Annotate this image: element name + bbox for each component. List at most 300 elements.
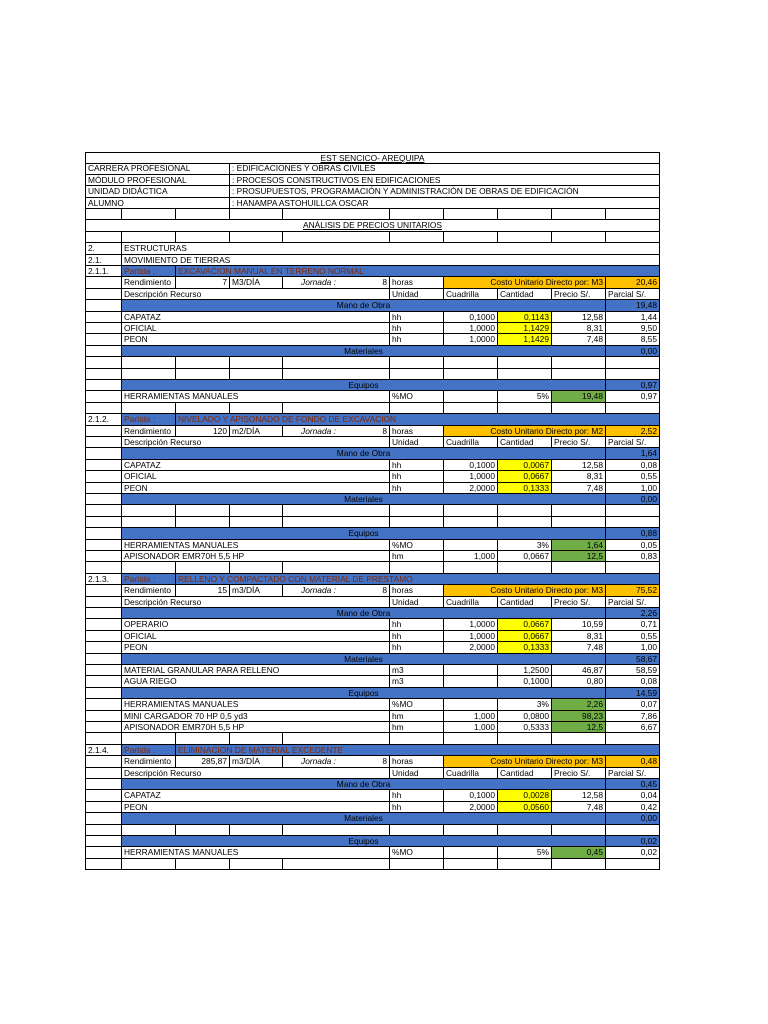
resource-quantity[interactable]: 0,1000 [498, 676, 552, 687]
partida-code[interactable]: 2.1.4. [85, 745, 122, 756]
cell[interactable] [444, 825, 498, 836]
equipos-total[interactable]: 0,02 [606, 836, 660, 847]
resource-unit[interactable]: hh [390, 460, 444, 471]
resource-price[interactable]: 8,31 [552, 471, 606, 482]
resource-quantity[interactable]: 0,0667 [498, 631, 552, 642]
jornada-unit[interactable]: horas [390, 756, 444, 767]
cell[interactable] [498, 733, 552, 744]
resource-price[interactable]: 1,64 [552, 540, 606, 551]
cell[interactable] [498, 403, 552, 414]
cell[interactable] [85, 676, 122, 687]
cell[interactable] [230, 403, 283, 414]
resource-unit[interactable]: m3 [390, 665, 444, 676]
resource-quantity[interactable]: 0,1333 [498, 483, 552, 494]
resource-unit[interactable]: hm [390, 711, 444, 722]
cell[interactable] [444, 859, 498, 870]
costo-label[interactable]: Costo Unitario Directo por: M3 [444, 585, 606, 596]
header-price[interactable]: Precio S/. [552, 597, 606, 608]
costo-value[interactable]: 0,48 [606, 756, 660, 767]
section-number[interactable]: 2.1. [85, 255, 122, 266]
partida-code[interactable]: 2.1.3. [85, 574, 122, 585]
cell[interactable] [122, 357, 176, 368]
resource-quantity[interactable]: 1,1429 [498, 323, 552, 334]
cell[interactable] [390, 859, 444, 870]
resource-crew[interactable]: 2,0000 [444, 642, 498, 653]
cell[interactable] [85, 642, 122, 653]
cell[interactable] [85, 517, 122, 528]
cell[interactable] [85, 380, 122, 391]
resource-partial[interactable]: 0,08 [606, 676, 660, 687]
info-label[interactable]: UNIDAD DIDÁCTICA [85, 186, 230, 197]
cell[interactable] [176, 517, 230, 528]
resource-quantity[interactable]: 1,2500 [498, 665, 552, 676]
resource-crew[interactable] [444, 665, 498, 676]
cell[interactable] [176, 232, 230, 243]
mano-obra-header[interactable]: Mano de Obra [122, 300, 606, 311]
materiales-header[interactable]: Materiales [122, 654, 606, 665]
cell[interactable] [85, 779, 122, 790]
resource-description[interactable]: APISONADOR EMR70H 5,5 HP [122, 722, 390, 733]
materiales-total[interactable]: 0,00 [606, 346, 660, 357]
jornada-unit[interactable]: horas [390, 585, 444, 596]
section-name[interactable]: ESTRUCTURAS [122, 243, 660, 254]
resource-quantity[interactable]: 0,0067 [498, 460, 552, 471]
cell[interactable] [85, 756, 122, 767]
resource-description[interactable]: MATERIAL GRANULAR PARA RELLENO [122, 665, 390, 676]
cell[interactable] [230, 562, 283, 573]
cell[interactable] [606, 403, 660, 414]
cell[interactable] [552, 209, 606, 220]
resource-quantity[interactable]: 0,0560 [498, 802, 552, 813]
materiales-header[interactable]: Materiales [122, 813, 606, 824]
materiales-total[interactable]: 0,00 [606, 494, 660, 505]
header-partial[interactable]: Parcial S/. [606, 597, 660, 608]
equipos-header[interactable]: Equipos [122, 380, 606, 391]
resource-crew[interactable]: 1,0000 [444, 471, 498, 482]
cell[interactable] [85, 619, 122, 630]
header-price[interactable]: Precio S/. [552, 289, 606, 300]
resource-price[interactable]: 2,26 [552, 699, 606, 710]
resource-price[interactable]: 7,48 [552, 334, 606, 345]
cell[interactable] [85, 232, 122, 243]
cell[interactable] [85, 585, 122, 596]
cell[interactable] [85, 528, 122, 539]
cell[interactable] [85, 448, 122, 459]
analysis-title[interactable]: ANÁLISIS DE PRECIOS UNITARIOS [85, 220, 660, 231]
sheet-title[interactable]: EST SENCICO- AREQUIPA [85, 153, 660, 164]
header-description[interactable]: Descripción Recurso [122, 437, 390, 448]
rendimiento-value[interactable]: 7 [176, 277, 230, 288]
resource-unit[interactable]: hh [390, 334, 444, 345]
cell[interactable] [552, 733, 606, 744]
cell[interactable] [606, 517, 660, 528]
resource-price[interactable]: 19,48 [552, 391, 606, 402]
info-value[interactable]: : EDIFICACIONES Y OBRAS CIVILES [230, 163, 660, 174]
cell[interactable] [85, 289, 122, 300]
resource-unit[interactable]: hh [390, 483, 444, 494]
resource-crew[interactable] [444, 676, 498, 687]
cell[interactable] [230, 733, 283, 744]
cell[interactable] [498, 562, 552, 573]
resource-quantity[interactable]: 3% [498, 699, 552, 710]
resource-price[interactable]: 8,31 [552, 323, 606, 334]
cell[interactable] [85, 699, 122, 710]
cell[interactable] [85, 836, 122, 847]
section-number[interactable]: 2. [85, 243, 122, 254]
resource-unit[interactable]: hh [390, 619, 444, 630]
info-value[interactable]: : PROSUPUESTOS, PROGRAMACIÓN Y ADMINISTRACIÓN DE OBRAS DE EDIFICACIÓN [230, 186, 660, 197]
rendimiento-value[interactable]: 120 [176, 426, 230, 437]
resource-description[interactable]: APISONADOR EMR70H 5,5 HP [122, 551, 390, 562]
resource-price[interactable]: 0,80 [552, 676, 606, 687]
resource-quantity[interactable]: 5% [498, 847, 552, 858]
cell[interactable] [390, 825, 444, 836]
info-label[interactable]: ALUMNO [85, 198, 230, 209]
cell[interactable] [390, 562, 444, 573]
resource-description[interactable]: CAPATAZ [122, 790, 390, 801]
cell[interactable] [552, 403, 606, 414]
header-partial[interactable]: Parcial S/. [606, 437, 660, 448]
header-quantity[interactable]: Cantidad [498, 768, 552, 779]
cell[interactable] [498, 825, 552, 836]
resource-quantity[interactable]: 0,0028 [498, 790, 552, 801]
resource-quantity[interactable]: 3% [498, 540, 552, 551]
header-quantity[interactable]: Cantidad [498, 289, 552, 300]
partida-name[interactable]: RELLENO Y COMPACTADO CON MATERIAL DE PRESTAMO [176, 574, 660, 585]
resource-price[interactable]: 12,5 [552, 722, 606, 733]
resource-unit[interactable]: hh [390, 642, 444, 653]
header-unit[interactable]: Unidad [390, 597, 444, 608]
resource-partial[interactable]: 1,00 [606, 642, 660, 653]
cell[interactable] [85, 790, 122, 801]
rendimiento-unit[interactable]: m3/DÍA [230, 756, 283, 767]
header-quantity[interactable]: Cantidad [498, 597, 552, 608]
resource-crew[interactable]: 0,1000 [444, 312, 498, 323]
cell[interactable] [283, 357, 390, 368]
cell[interactable] [85, 802, 122, 813]
cell[interactable] [606, 209, 660, 220]
header-crew[interactable]: Cuadrilla [444, 597, 498, 608]
header-crew[interactable]: Cuadrilla [444, 768, 498, 779]
cell[interactable] [498, 859, 552, 870]
cell[interactable] [444, 517, 498, 528]
resource-unit[interactable]: hh [390, 790, 444, 801]
cell[interactable] [552, 357, 606, 368]
resource-crew[interactable]: 0,1000 [444, 790, 498, 801]
cell[interactable] [176, 209, 230, 220]
cell[interactable] [606, 357, 660, 368]
materiales-header[interactable]: Materiales [122, 346, 606, 357]
cell[interactable] [176, 403, 230, 414]
jornada-value[interactable]: 8 [283, 756, 390, 767]
cell[interactable] [230, 825, 283, 836]
resource-crew[interactable] [444, 847, 498, 858]
cell[interactable] [85, 551, 122, 562]
resource-unit[interactable]: hm [390, 722, 444, 733]
resource-unit[interactable]: hh [390, 312, 444, 323]
resource-crew[interactable]: 1,000 [444, 722, 498, 733]
cell[interactable] [390, 209, 444, 220]
cell[interactable] [85, 608, 122, 619]
resource-description[interactable]: OFICIAL [122, 323, 390, 334]
equipos-header[interactable]: Equipos [122, 528, 606, 539]
cell[interactable] [85, 505, 122, 516]
resource-crew[interactable]: 0,1000 [444, 460, 498, 471]
cell[interactable] [606, 369, 660, 380]
resource-partial[interactable]: 0,07 [606, 699, 660, 710]
resource-price[interactable]: 0,45 [552, 847, 606, 858]
cell[interactable] [230, 505, 283, 516]
resource-quantity[interactable]: 0,0800 [498, 711, 552, 722]
resource-price[interactable]: 7,48 [552, 642, 606, 653]
cell[interactable] [122, 562, 176, 573]
resource-crew[interactable]: 2,0000 [444, 483, 498, 494]
cell[interactable] [85, 437, 122, 448]
cell[interactable] [444, 209, 498, 220]
header-price[interactable]: Precio S/. [552, 768, 606, 779]
cell[interactable] [85, 323, 122, 334]
cell[interactable] [85, 540, 122, 551]
cell[interactable] [390, 517, 444, 528]
resource-partial[interactable]: 1,00 [606, 483, 660, 494]
rendimiento-value[interactable]: 285,87 [176, 756, 230, 767]
cell[interactable] [230, 232, 283, 243]
cell[interactable] [122, 859, 176, 870]
cell[interactable] [122, 403, 176, 414]
cell[interactable] [85, 768, 122, 779]
resource-unit[interactable]: hh [390, 802, 444, 813]
header-price[interactable]: Precio S/. [552, 437, 606, 448]
resource-unit[interactable]: %MO [390, 847, 444, 858]
cell[interactable] [390, 403, 444, 414]
resource-price[interactable]: 98,23 [552, 711, 606, 722]
partida-code[interactable]: 2.1.2. [85, 414, 122, 425]
resource-unit[interactable]: %MO [390, 699, 444, 710]
info-value[interactable]: : PROCESOS CONSTRUCTIVOS EN EDIFICACIONES [230, 175, 660, 186]
resource-crew[interactable] [444, 699, 498, 710]
cell[interactable] [606, 232, 660, 243]
resource-price[interactable]: 8,31 [552, 631, 606, 642]
cell[interactable] [85, 460, 122, 471]
cell[interactable] [390, 505, 444, 516]
cell[interactable] [85, 722, 122, 733]
cell[interactable] [283, 733, 390, 744]
resource-quantity[interactable]: 0,5333 [498, 722, 552, 733]
header-partial[interactable]: Parcial S/. [606, 768, 660, 779]
resource-partial[interactable]: 0,02 [606, 847, 660, 858]
costo-value[interactable]: 75,52 [606, 585, 660, 596]
resource-description[interactable]: CAPATAZ [122, 460, 390, 471]
info-value[interactable]: : HANAMPA ASTOHUILLCA OSCAR [230, 198, 660, 209]
header-description[interactable]: Descripción Recurso [122, 597, 390, 608]
jornada-unit[interactable]: horas [390, 426, 444, 437]
cell[interactable] [85, 357, 122, 368]
jornada-unit[interactable]: horas [390, 277, 444, 288]
resource-crew[interactable]: 1,000 [444, 711, 498, 722]
cell[interactable] [606, 562, 660, 573]
rendimiento-unit[interactable]: m3/DÍA [230, 585, 283, 596]
cell[interactable] [552, 369, 606, 380]
rendimiento-unit[interactable]: m2/DÍA [230, 426, 283, 437]
resource-price[interactable]: 12,58 [552, 460, 606, 471]
resource-description[interactable]: AGUA RIEGO [122, 676, 390, 687]
equipos-total[interactable]: 0,88 [606, 528, 660, 539]
resource-description[interactable]: MINI CARGADOR 70 HP 0,5 yd3 [122, 711, 390, 722]
partida-name[interactable]: ELIMINACION DE MATERIAL EXCEDENTE [176, 745, 660, 756]
costo-value[interactable]: 2,52 [606, 426, 660, 437]
equipos-header[interactable]: Equipos [122, 688, 606, 699]
cell[interactable] [122, 369, 176, 380]
cell[interactable] [552, 505, 606, 516]
cell[interactable] [85, 711, 122, 722]
cell[interactable] [230, 357, 283, 368]
resource-unit[interactable]: %MO [390, 540, 444, 551]
partida-code[interactable]: 2.1.1. [85, 266, 122, 277]
costo-label[interactable]: Costo Unitario Directo por: M2 [444, 426, 606, 437]
cell[interactable] [444, 357, 498, 368]
cell[interactable] [283, 232, 390, 243]
cell[interactable] [85, 277, 122, 288]
cell[interactable] [444, 733, 498, 744]
costo-value[interactable]: 20,46 [606, 277, 660, 288]
resource-partial[interactable]: 1,44 [606, 312, 660, 323]
resource-unit[interactable]: hm [390, 551, 444, 562]
cell[interactable] [606, 825, 660, 836]
resource-partial[interactable]: 58,59 [606, 665, 660, 676]
resource-description[interactable]: PEON [122, 483, 390, 494]
cell[interactable] [390, 733, 444, 744]
cell[interactable] [122, 209, 176, 220]
rendimiento-label[interactable]: Rendimiento [122, 756, 176, 767]
cell[interactable] [498, 517, 552, 528]
resource-partial[interactable]: 0,71 [606, 619, 660, 630]
cell[interactable] [444, 369, 498, 380]
cell[interactable] [176, 733, 230, 744]
cell[interactable] [444, 232, 498, 243]
resource-price[interactable]: 12,5 [552, 551, 606, 562]
cell[interactable] [283, 209, 390, 220]
resource-partial[interactable]: 0,04 [606, 790, 660, 801]
cell[interactable] [230, 517, 283, 528]
cell[interactable] [85, 391, 122, 402]
cell[interactable] [122, 733, 176, 744]
resource-price[interactable]: 46,87 [552, 665, 606, 676]
cell[interactable] [85, 688, 122, 699]
cell[interactable] [552, 517, 606, 528]
resource-description[interactable]: HERRAMIENTAS MANUALES [122, 847, 390, 858]
mano-obra-header[interactable]: Mano de Obra [122, 448, 606, 459]
cell[interactable] [85, 426, 122, 437]
materiales-total[interactable]: 58,67 [606, 654, 660, 665]
resource-partial[interactable]: 9,50 [606, 323, 660, 334]
resource-quantity[interactable]: 1,1429 [498, 334, 552, 345]
header-description[interactable]: Descripción Recurso [122, 768, 390, 779]
costo-label[interactable]: Costo Unitario Directo por: M3 [444, 756, 606, 767]
cell[interactable] [85, 494, 122, 505]
mano-obra-total[interactable]: 2,26 [606, 608, 660, 619]
resource-partial[interactable]: 0,83 [606, 551, 660, 562]
mano-obra-header[interactable]: Mano de Obra [122, 608, 606, 619]
cell[interactable] [498, 505, 552, 516]
section-name[interactable]: MOVIMIENTO DE TIERRAS [122, 255, 660, 266]
cell[interactable] [390, 369, 444, 380]
resource-crew[interactable]: 1,0000 [444, 631, 498, 642]
partida-label[interactable]: Partida : [122, 745, 176, 756]
info-label[interactable]: MÓDULO PROFESIONAL [85, 175, 230, 186]
resource-price[interactable]: 7,48 [552, 483, 606, 494]
rendimiento-value[interactable]: 15 [176, 585, 230, 596]
cell[interactable] [85, 631, 122, 642]
resource-partial[interactable]: 0,42 [606, 802, 660, 813]
cell[interactable] [176, 825, 230, 836]
header-partial[interactable]: Parcial S/. [606, 289, 660, 300]
cell[interactable] [85, 334, 122, 345]
resource-partial[interactable]: 7,86 [606, 711, 660, 722]
resource-quantity[interactable]: 0,1143 [498, 312, 552, 323]
resource-partial[interactable]: 0,55 [606, 631, 660, 642]
cell[interactable] [552, 232, 606, 243]
resource-crew[interactable] [444, 540, 498, 551]
equipos-header[interactable]: Equipos [122, 836, 606, 847]
cell[interactable] [230, 209, 283, 220]
resource-unit[interactable]: %MO [390, 391, 444, 402]
cell[interactable] [283, 825, 390, 836]
resource-description[interactable]: PEON [122, 642, 390, 653]
resource-partial[interactable]: 0,05 [606, 540, 660, 551]
resource-description[interactable]: OFICIAL [122, 631, 390, 642]
cell[interactable] [283, 403, 390, 414]
resource-description[interactable]: HERRAMIENTAS MANUALES [122, 391, 390, 402]
cell[interactable] [552, 859, 606, 870]
cell[interactable] [176, 369, 230, 380]
cell[interactable] [230, 859, 283, 870]
resource-partial[interactable]: 0,08 [606, 460, 660, 471]
cell[interactable] [122, 232, 176, 243]
mano-obra-total[interactable]: 1,64 [606, 448, 660, 459]
resource-crew[interactable]: 1,0000 [444, 619, 498, 630]
resource-crew[interactable]: 1,0000 [444, 334, 498, 345]
cell[interactable] [176, 505, 230, 516]
jornada-value[interactable]: 8 [283, 277, 390, 288]
resource-partial[interactable]: 8,55 [606, 334, 660, 345]
cell[interactable] [498, 232, 552, 243]
cell[interactable] [85, 665, 122, 676]
header-description[interactable]: Descripción Recurso [122, 289, 390, 300]
cell[interactable] [283, 517, 390, 528]
resource-unit[interactable]: hh [390, 323, 444, 334]
partida-name[interactable]: EXCAVACION MANUAL EN TERRENO NORMAL [176, 266, 660, 277]
materiales-header[interactable]: Materiales [122, 494, 606, 505]
cell[interactable] [85, 733, 122, 744]
cell[interactable] [85, 813, 122, 824]
cell[interactable] [85, 847, 122, 858]
resource-partial[interactable]: 6,67 [606, 722, 660, 733]
resource-description[interactable]: OFICIAL [122, 471, 390, 482]
resource-unit[interactable]: hh [390, 471, 444, 482]
cell[interactable] [230, 369, 283, 380]
jornada-value[interactable]: 8 [283, 426, 390, 437]
costo-label[interactable]: Costo Unitario Directo por: M3 [444, 277, 606, 288]
cell[interactable] [283, 505, 390, 516]
cell[interactable] [283, 859, 390, 870]
rendimiento-unit[interactable]: M3/DÍA [230, 277, 283, 288]
cell[interactable] [85, 209, 122, 220]
resource-description[interactable]: CAPATAZ [122, 312, 390, 323]
equipos-total[interactable]: 14,59 [606, 688, 660, 699]
resource-price[interactable]: 12,58 [552, 790, 606, 801]
resource-crew[interactable]: 1,000 [444, 551, 498, 562]
cell[interactable] [85, 312, 122, 323]
